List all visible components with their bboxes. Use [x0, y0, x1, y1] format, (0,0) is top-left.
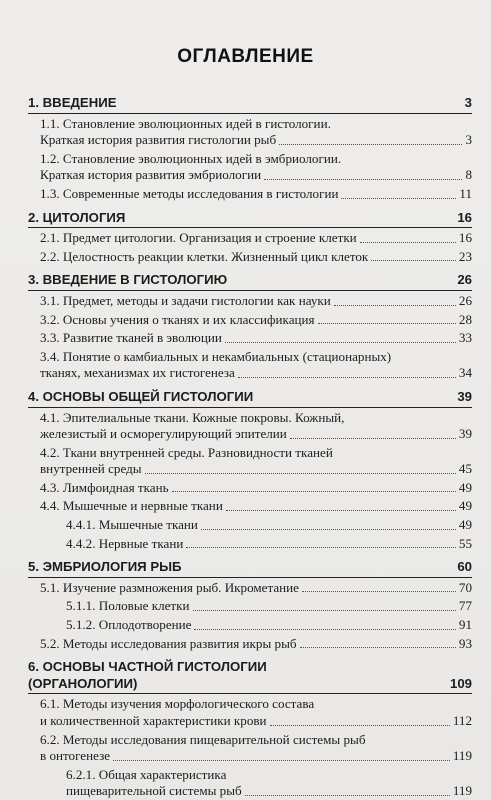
dot-leader	[334, 305, 456, 306]
dot-leader	[302, 591, 456, 592]
dot-leader	[245, 795, 450, 796]
dot-leader	[341, 198, 456, 199]
toc-entry-title: 2.2. Целостность реакции клетки. Жизненный цикл клеток	[40, 248, 369, 264]
toc-entry-title-line: 4.1. Эпителиальные ткани. Кожные покровы. Кожный,	[40, 409, 345, 425]
toc-page-number: 16	[457, 209, 472, 225]
toc-page-number: 91	[458, 617, 472, 633]
dot-leader	[360, 242, 456, 243]
toc-entry[interactable]	[28, 580, 472, 597]
toc-entry-title-line: 4.2. Ткани внутренней среды. Разновидности тканей	[40, 444, 333, 460]
toc-entry-title: 5.2. Методы исследования развития икры рыб	[40, 635, 297, 651]
toc-page-number: 3	[465, 132, 472, 148]
toc-page-number: 93	[458, 635, 472, 651]
toc-section[interactable]	[28, 389, 472, 408]
toc-entry-title: 3. ВВЕДЕНИЕ В ГИСТОЛОГИЮ	[28, 272, 228, 288]
toc-page-number: 77	[458, 598, 472, 614]
toc-page-number: 11	[459, 185, 472, 201]
toc-section[interactable]	[28, 95, 472, 114]
toc-entry[interactable]	[28, 312, 472, 329]
toc-entry[interactable]	[28, 598, 472, 615]
toc-entry[interactable]	[28, 636, 472, 653]
toc-page-number: 26	[457, 272, 472, 288]
toc-entry[interactable]	[28, 732, 472, 765]
toc-entry-title: 5. ЭМБРИОЛОГИЯ РЫБ	[28, 559, 182, 575]
toc-entry[interactable]	[28, 249, 472, 266]
toc-entry-title: пищеварительной системы рыб	[66, 783, 242, 799]
page-title: ОГЛАВЛЕНИЕ	[177, 46, 314, 67]
toc-entry-title: Краткая история развития гистологии рыб	[40, 132, 277, 148]
toc-entry-title: 3.2. Основы учения о тканях и их классификация	[40, 311, 315, 327]
toc-page-number: 28	[458, 311, 472, 327]
toc-entry[interactable]	[28, 696, 472, 729]
toc-entry-title: 3.3. Развитие тканей в эволюции	[40, 330, 222, 346]
table-of-contents	[28, 94, 472, 800]
toc-entry-title: 2.1. Предмет цитологии. Организация и строение клетки	[40, 230, 357, 246]
toc-entry-title-line: 6. ОСНОВЫ ЧАСТНОЙ ГИСТОЛОГИИ	[28, 659, 267, 675]
toc-entry[interactable]	[28, 517, 472, 534]
dot-leader	[225, 342, 456, 343]
dot-leader	[279, 144, 462, 145]
toc-entry-title: 5.1.2. Оплодотворение	[66, 617, 192, 633]
toc-entry-title: 5.1.1. Половые клетки	[66, 598, 190, 614]
toc-page-number: 39	[457, 388, 472, 404]
toc-entry-title: в онтогенезе	[40, 748, 111, 764]
toc-entry-title-line: 1.1. Становление эволюционных идей в гистологии.	[40, 115, 331, 131]
toc-entry-title-line: 1.2. Становление эволюционных идей в эмбриологии.	[40, 150, 342, 166]
dot-leader	[194, 629, 455, 630]
dot-leader	[186, 547, 456, 548]
dot-leader	[145, 473, 456, 474]
dot-leader	[290, 438, 456, 439]
toc-entry[interactable]	[28, 330, 472, 347]
toc-page-number: 26	[458, 292, 472, 308]
toc-entry-title: железистый и осморегулирующий эпителии	[40, 426, 287, 442]
toc-entry-title-line: 6.2.1. Общая характеристика	[66, 766, 227, 782]
toc-entry-title-line: 6.1. Методы изучения морфологического состава	[40, 696, 315, 712]
toc-entry-title: 4.4.2. Нервные ткани	[66, 535, 184, 551]
toc-page-number: 60	[457, 559, 472, 575]
toc-page-number: 119	[452, 748, 472, 764]
toc-page-number: 49	[458, 498, 472, 514]
dot-leader	[172, 491, 456, 492]
toc-entry-title: и количественной характеристики крови	[40, 713, 267, 728]
toc-entry[interactable]	[28, 536, 472, 553]
toc-entry-title: внутренней среды	[40, 461, 142, 477]
toc-entry[interactable]	[28, 445, 472, 478]
toc-page-number: 70	[458, 579, 472, 595]
toc-page-number: 49	[458, 517, 472, 533]
toc-entry[interactable]	[28, 186, 472, 203]
toc-entry[interactable]	[28, 498, 472, 515]
toc-entry-title: тканях, механизмах их гистогенеза	[40, 365, 235, 381]
toc-entry-title-line: 3.4. Понятие о камбиальных и некамбиальных (стационарных)	[40, 348, 392, 364]
toc-entry-title: 4.4.1. Мышечные ткани	[66, 517, 198, 533]
toc-entry[interactable]	[28, 767, 472, 800]
toc-page-number: 16	[458, 230, 472, 246]
dot-leader	[371, 260, 456, 261]
toc-entry[interactable]	[28, 410, 472, 443]
toc-section[interactable]	[28, 210, 472, 229]
toc-entry-title: 5.1. Изучение размножения рыб. Икрометание	[40, 579, 299, 595]
dot-leader	[113, 760, 450, 761]
dot-leader	[300, 647, 456, 648]
toc-entry-title: (ОРГАНОЛОГИИ)	[28, 675, 138, 691]
toc-page-number: 49	[458, 479, 472, 495]
toc-entry[interactable]	[28, 293, 472, 310]
toc-entry-title: 4.4. Мышечные и нервные ткани	[40, 498, 223, 514]
toc-entry[interactable]	[28, 151, 472, 184]
toc-page-number: 34	[458, 365, 472, 381]
toc-entry-title: 1. ВВЕДЕНИЕ	[28, 95, 117, 110]
dot-leader	[238, 377, 456, 378]
toc-page-number: 23	[458, 248, 472, 264]
toc-section[interactable]	[28, 659, 472, 694]
toc-page-number: 39	[458, 426, 472, 442]
toc-entry-title: 3.1. Предмет, методы и задачи гистологии как науки	[40, 292, 331, 308]
toc-entry-title: 2. ЦИТОЛОГИЯ	[28, 209, 126, 225]
toc-entry[interactable]	[28, 349, 472, 382]
toc-entry[interactable]	[28, 480, 472, 497]
toc-entry-title: 4. ОСНОВЫ ОБЩЕЙ ГИСТОЛОГИИ	[28, 388, 254, 404]
toc-entry[interactable]	[28, 116, 472, 149]
toc-section[interactable]	[28, 272, 472, 291]
dot-leader	[193, 610, 456, 611]
dot-leader	[226, 510, 456, 511]
toc-entry-title: 4.3. Лимфоидная ткань	[40, 479, 169, 495]
dot-leader	[201, 529, 456, 530]
toc-entry[interactable]	[28, 617, 472, 634]
toc-page-number: 3	[464, 95, 472, 110]
toc-page-number: 112	[452, 713, 472, 728]
dot-leader	[318, 323, 456, 324]
toc-entry-title-line: 6.2. Методы исследования пищеварительной системы рыб	[40, 731, 366, 747]
toc-page-number: 55	[458, 535, 472, 551]
toc-page-number: 119	[452, 783, 472, 799]
toc-section[interactable]	[28, 559, 472, 578]
toc-page-number: 109	[449, 675, 472, 691]
toc-page-number: 8	[465, 167, 472, 183]
toc-entry[interactable]	[28, 230, 472, 247]
toc-page-number: 45	[458, 461, 472, 477]
toc-page-number: 33	[458, 330, 472, 346]
toc-entry-title: Краткая история развития эмбриологии	[40, 167, 262, 183]
toc-entry-title: 1.3. Современные методы исследования в гистологии	[40, 185, 339, 201]
dot-leader	[270, 725, 450, 726]
dot-leader	[264, 179, 462, 180]
